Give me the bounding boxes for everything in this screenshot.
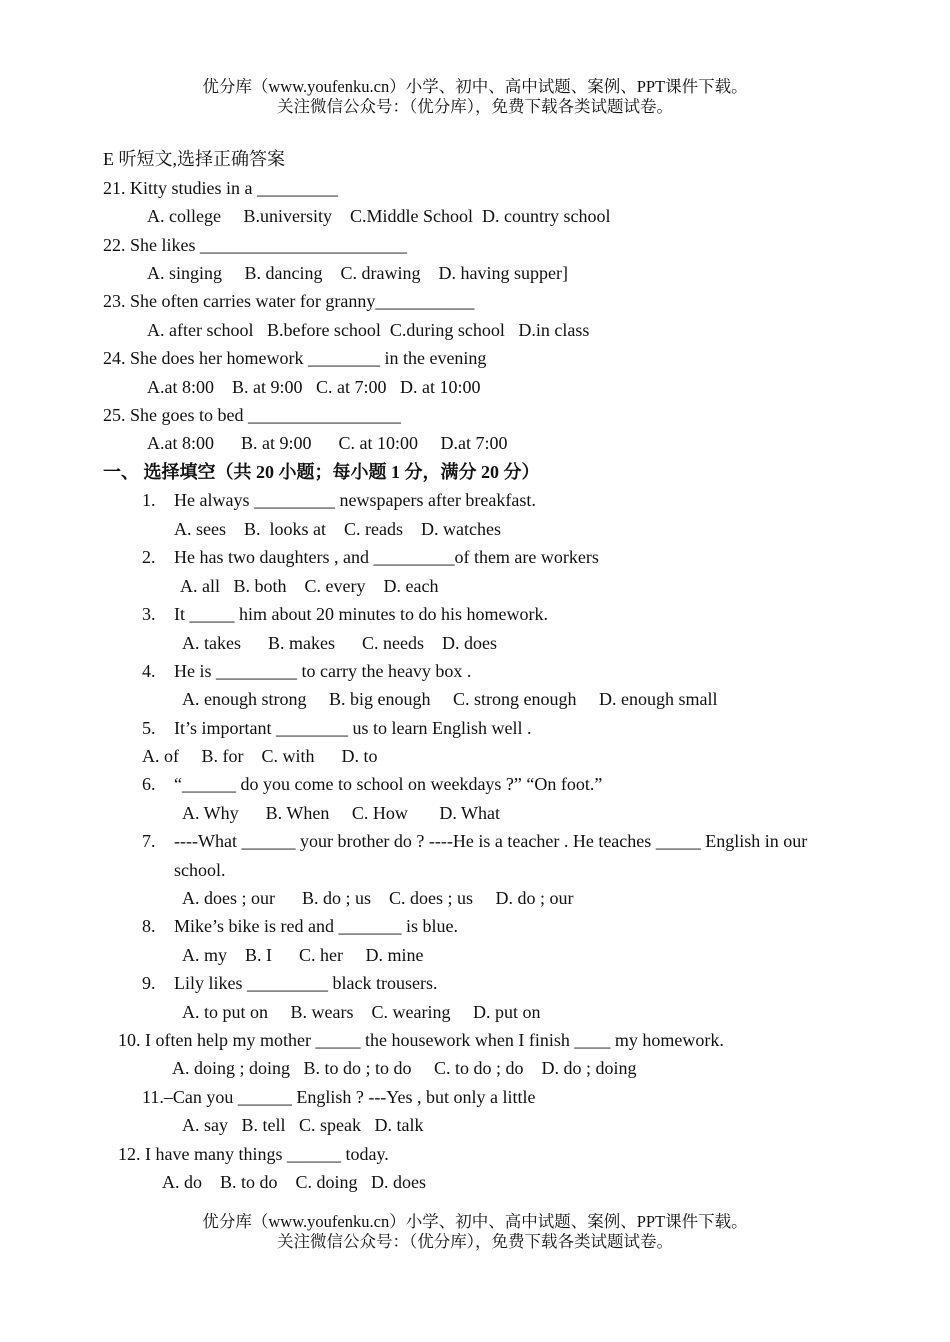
page-footer-line2: 关注微信公众号：（优分库），免费下载各类试题试卷。 xyxy=(277,1232,673,1251)
question-23-options: A. after school B.before school C.during school D.in class xyxy=(147,320,590,340)
question-number: 7. xyxy=(142,831,156,851)
question-8-options: A. my B. I C. her D. mine xyxy=(182,945,424,965)
question-8 xyxy=(142,915,458,937)
question-text: “______ do you come to school on weekdays ?” “On foot.” xyxy=(174,774,603,794)
question-21: 21. Kitty studies in a _________ xyxy=(103,178,338,198)
question-1 xyxy=(142,489,536,511)
question-number: 9. xyxy=(142,973,156,993)
question-3-options: A. takes B. makes C. needs D. does xyxy=(182,633,497,653)
question-12-options: A. do B. to do C. doing D. does xyxy=(162,1172,427,1192)
question-1-options: A. sees B. looks at C. reads D. watches xyxy=(174,519,501,539)
question-text: It’s important ________ us to learn English well . xyxy=(174,718,532,738)
question-2 xyxy=(142,546,599,568)
question-9 xyxy=(142,972,437,994)
question-24: 24. She does her homework ________ in the evening xyxy=(103,348,487,368)
question-number: 4. xyxy=(142,661,156,681)
question-11: 11.–Can you ______ English ? ---Yes , but only a little xyxy=(142,1087,536,1107)
question-text: Mike’s bike is red and _______ is blue. xyxy=(174,916,458,936)
page-footer-line1: 优分库（www.youfenku.cn）小学、初中、高中试题、案例、PPT课件下载。 xyxy=(202,1212,748,1231)
question-text: He always _________ newspapers after breakfast. xyxy=(174,490,536,510)
question-text: Lily likes _________ black trousers. xyxy=(174,973,438,993)
question-25: 25. She goes to bed _________________ xyxy=(103,405,401,425)
section-e-title: E 听短文,选择正确答案 xyxy=(103,149,285,169)
question-number: 3. xyxy=(142,604,156,624)
question-number: 5. xyxy=(142,718,156,738)
question-22-options: A. singing B. dancing C. drawing D. having supper] xyxy=(147,263,568,283)
question-24-options: A.at 8:00 B. at 9:00 C. at 7:00 D. at 10:00 xyxy=(147,377,481,397)
question-21-options: A. college B.university C.Middle School D. country school xyxy=(147,206,611,226)
question-5-options: A. of B. for C. with D. to xyxy=(142,746,378,766)
question-9-options: A. to put on B. wears C. wearing D. put on xyxy=(182,1002,541,1022)
question-text: He is _________ to carry the heavy box . xyxy=(174,661,472,681)
question-11-options: A. say B. tell C. speak D. talk xyxy=(182,1115,424,1135)
question-number: 8. xyxy=(142,916,156,936)
question-6-options: A. Why B. When C. How D. What xyxy=(182,803,500,823)
question-12: 12. I have many things ______ today. xyxy=(118,1144,389,1164)
question-7 xyxy=(142,830,807,852)
page-header-line2: 关注微信公众号：（优分库），免费下载各类试题试卷。 xyxy=(277,97,673,116)
page-header-line1: 优分库（www.youfenku.cn）小学、初中、高中试题、案例、PPT课件下载。 xyxy=(202,77,748,96)
question-text: It _____ him about 20 minutes to do his homework. xyxy=(174,604,548,624)
question-number: 1. xyxy=(142,490,156,510)
question-text: He has two daughters , and _________of them are workers xyxy=(174,547,599,567)
question-number: 6. xyxy=(142,774,156,794)
question-6 xyxy=(142,773,602,795)
question-text: ----What ______ your brother do ? ----He is a teacher . He teaches _____ English in our xyxy=(174,831,808,851)
question-4-options: A. enough strong B. big enough C. strong enough D. enough small xyxy=(182,689,718,709)
question-23: 23. She often carries water for granny___________ xyxy=(103,291,475,311)
question-2-options: A. all B. both C. every D. each xyxy=(180,576,439,596)
question-3 xyxy=(142,603,548,625)
question-22: 22. She likes _______________________ xyxy=(103,235,407,255)
question-25-options: A.at 8:00 B. at 9:00 C. at 10:00 D.at 7:00 xyxy=(147,433,508,453)
question-7-options: A. does ; our B. do ; us C. does ; us D. do ; our xyxy=(182,888,574,908)
section-1-title: 一、 选择填空（共 20 小题；每小题 1 分，满分 20 分） xyxy=(103,462,540,482)
question-4 xyxy=(142,660,471,682)
question-7-continuation: school. xyxy=(174,860,226,880)
question-number: 2. xyxy=(142,547,156,567)
question-10-options: A. doing ; doing B. to do ; to do C. to do ; do D. do ; doing xyxy=(172,1058,637,1078)
question-10: 10. I often help my mother _____ the housework when I finish ____ my homework. xyxy=(118,1030,724,1050)
question-5 xyxy=(142,717,531,739)
